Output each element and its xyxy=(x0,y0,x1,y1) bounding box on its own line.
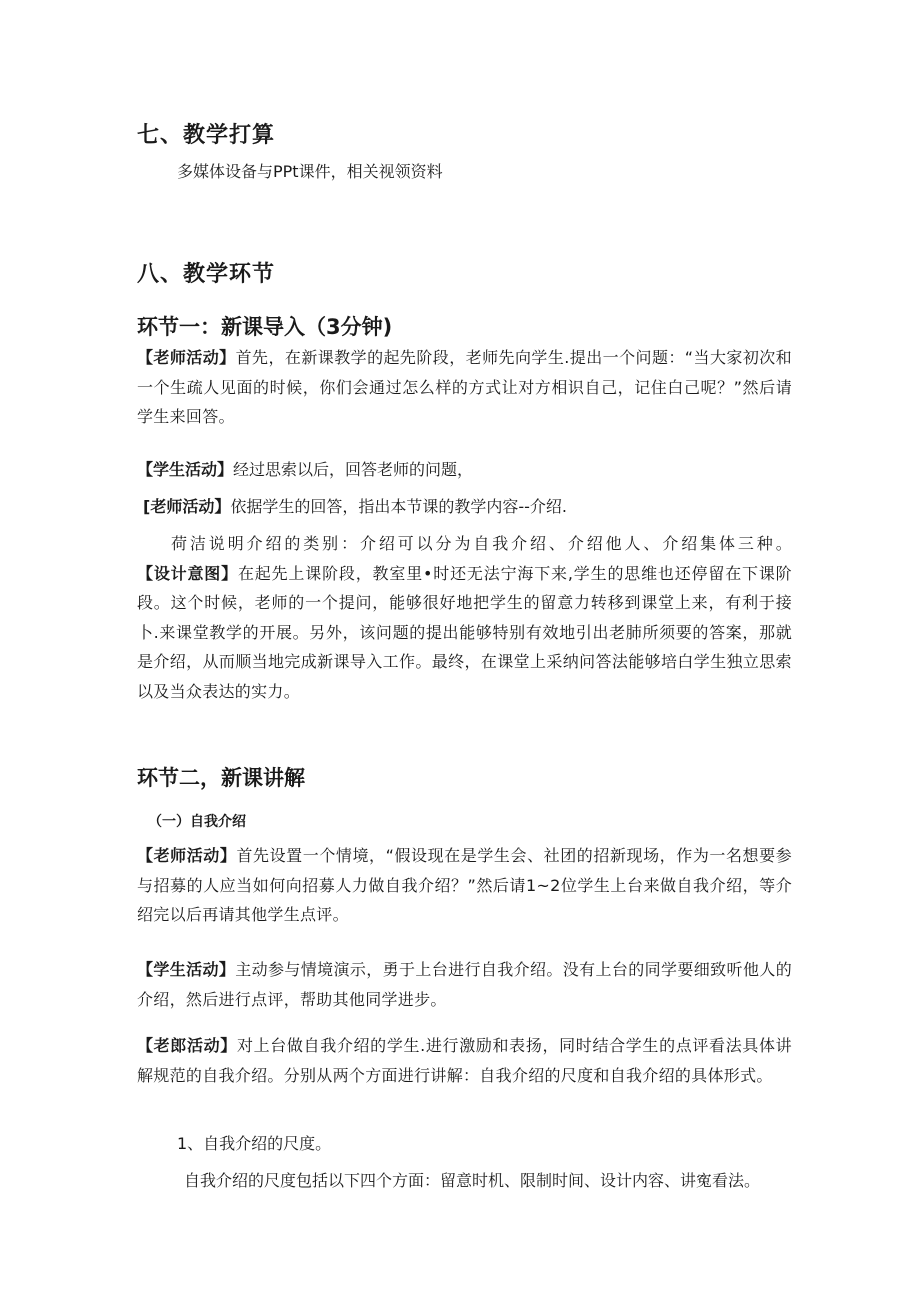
paragraph-text: 荷洁说明介绍的类别：介绍可以分为自我介绍、介绍他人、介绍集体三种。 xyxy=(171,534,792,553)
item-1-title: 1、自我介绍的尺度。 xyxy=(177,1134,332,1153)
student-activity-tag: 【学生活动】 xyxy=(137,960,236,979)
paragraph-text: 首先，在新课教学的起先阶段，老师先向学生.提出一个问题：“当大家初次和一个生疏人见面的时候，你们会通过怎么样的方式让对方相识自己，记住白己呢？”然后请学生来回答。 xyxy=(137,348,792,426)
teacher-activity-tag: 【老师活动】 xyxy=(137,846,237,865)
section-8-title: 八、教学环节 xyxy=(137,262,276,287)
step-2-student-paragraph xyxy=(137,955,792,1014)
step-1-teacher-paragraph-2 xyxy=(143,494,567,517)
section-7-title: 七、教学打算 xyxy=(137,123,276,148)
step-1-title: 环节一：新课导入（3分钟) xyxy=(137,315,393,339)
step-1-student-paragraph xyxy=(137,457,473,480)
teacher-activity-tag: [老师活动】 xyxy=(143,497,231,516)
subsection-title: （一）自我介绍 xyxy=(148,814,246,830)
paragraph-text: 依据学生的回答，指出本节课的教学内容--介绍. xyxy=(230,497,567,516)
step-2-teacher-paragraph xyxy=(137,841,792,930)
step-2-title: 环节二，新课讲解 xyxy=(137,766,305,790)
teacher-activity-tag: 【老师活动】 xyxy=(137,348,236,367)
paragraph-text: 经过思索以后，回答老师的问题， xyxy=(233,460,474,479)
teacher-activity-tag: 【老郎活动】 xyxy=(137,1036,237,1055)
paragraph-text: 对上台做自我介绍的学生.进行激励和表扬，同时结合学生的点评看法具体讲解规范的自我介绍。分别从两个方面进行讲解：自我介绍的尺度和自我介绍的具体形式。 xyxy=(137,1036,792,1085)
paragraph-text: 首先设置一个情境，“假设现在是学生会、社团的招新现场，作为一名想要参与招募的人应当如何向招募人力做自我介绍？”然后请1~2位学生上台来做自我介绍，等介绍完以后再请其他学生点评。 xyxy=(137,846,792,924)
student-activity-tag: 【学生活动】 xyxy=(137,460,234,479)
design-intent-tag: 【设计意图】 xyxy=(137,563,238,583)
step-1-teacher-paragraph xyxy=(137,343,792,432)
section-7-text: 多媒体设备与PPt课件，相关视领资料 xyxy=(177,162,443,181)
item-1-text: 自我介绍的尺度包括以下四个方面：留意时机、限制时间、设计内容、讲寃看法。 xyxy=(184,1171,761,1190)
step-1-design-paragraph xyxy=(137,529,792,706)
step-2-teacher-paragraph-2 xyxy=(137,1031,792,1090)
paragraph-text: 在起先上课阶段，教室里•时还无法宁海下来,学生的思维也还停留在下课阶段。这个时候，老师的一个提问，能够很好地把学生的留意力转移到课堂上来，有利于接卜.来课堂教学的开展。另外，该问题的提出能够特别有效地引出老肺所须要的答案，那就是介绍，从而顺当地完成新课导入工作。最终，在课堂上采纳问答法能够培白学生独立思索以及当众表达的实力。 xyxy=(137,563,792,701)
paragraph-text: 主动参与情境演示，勇于上台进行自我介绍。没有上台的同学要细致听他人的介绍，然后进行点评，帮助其他同学进步。 xyxy=(137,960,792,1009)
